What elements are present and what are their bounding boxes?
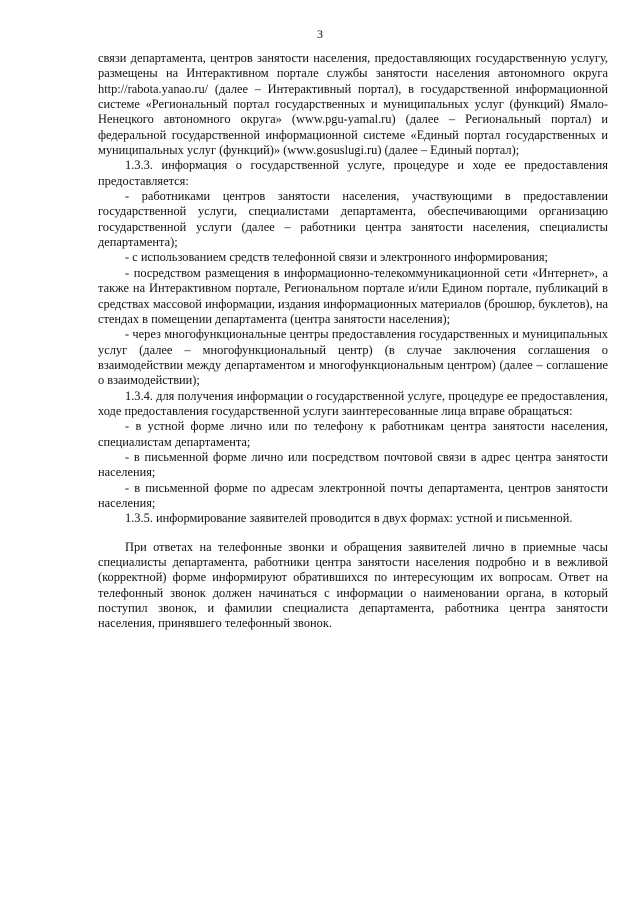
- list-item-written-email: - в письменной форме по адресам электронной почты департамента, центров занятости населения;: [98, 480, 608, 510]
- list-item-internet: - посредством размещения в информационно-телекоммуникационной сети «Интернет», а также на Интерактивном портале, Региональном портале и/или Едином портале, публикаций в средствах массовой информации, издания информационных материалов (брошюр, буклетов), на стендах в помещении департамента (центра занятости населения);: [98, 265, 608, 326]
- page-number: 3: [317, 27, 323, 41]
- list-item-telephone: - с использованием средств телефонной связи и электронного информирования;: [125, 250, 549, 265]
- paragraph-contacts-portals: связи департамента, центров занятости населения, предоставляющих государственную услугу, размещены на Интерактивном портале службы занятости населения автономного округа http://rabota.yanao.ru/ (далее – Интерактивный портал), в государственной информационной системе «Региональный портал государственных и муниципальных услуг (функций) Ямало-Ненецкого автономного округа» (www.pgu-yamal.ru) (далее – Региональный портал) и федеральной государственной информационной системе «Единый портал государственных и муниципальных услуг (функций)» (www.gosuslugi.ru) (далее – Единый портал);: [98, 51, 608, 158]
- paragraph-phone-answers: При ответах на телефонные звонки и обращения заявителей лично в приемные часы специалисты департамента, работники центра занятости населения подробно и в вежливой (корректной) форме информируют обратившихся по интересующим их вопросам. Ответ на телефонный звонок должен начинаться с информации о наименовании органа, в который поступил звонок, и фамилии специалиста департамента, работника центра занятости населения, принявшего телефонный звонок.: [98, 539, 608, 631]
- paragraph-1-3-3: 1.3.3. информация о государственной услуге, процедуре и ходе ее предоставления предоставляется:: [98, 158, 608, 188]
- list-item-workers: - работниками центров занятости населения, участвующими в предоставлении государственной услуги, специалистами департамента, обеспечивающими организацию государственной услуги (далее – работники центра занятости населения, специалисты департамента);: [98, 189, 608, 250]
- paragraph-1-3-4: 1.3.4. для получения информации о государственной услуге, процедуре ее предоставления, ходе предоставления государственной услуги заинтересованные лица вправе обращаться:: [98, 388, 608, 418]
- paragraph-1-3-5: 1.3.5. информирование заявителей проводится в двух формах: устной и письменной.: [125, 511, 573, 526]
- document-body: [98, 51, 608, 632]
- list-item-oral: - в устной форме лично или по телефону к работникам центра занятости населения, специалистам департамента;: [98, 419, 608, 449]
- list-item-written-post: - в письменной форме лично или посредством почтовой связи в адрес центра занятости населения;: [98, 449, 608, 480]
- list-item-mfc: - через многофункциональные центры предоставления государственных и муниципальных услуг (далее – многофункциональный центр) (в случае заключения соглашения о взаимодействии между департаментом и многофункциональным центром) (далее – соглашение о взаимодействии);: [98, 327, 608, 388]
